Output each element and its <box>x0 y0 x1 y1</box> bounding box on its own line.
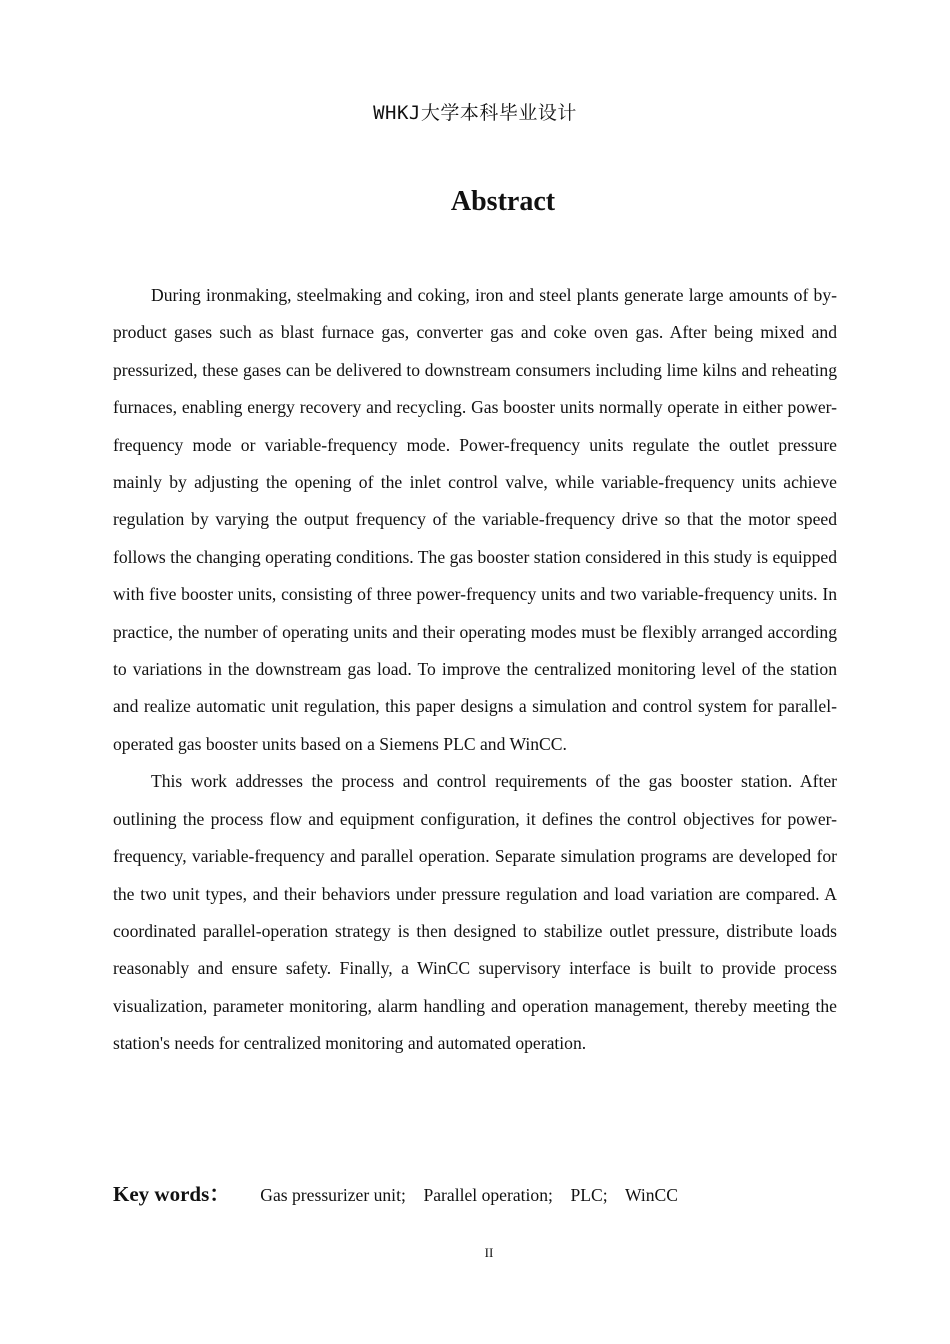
abstract-title: Abstract <box>450 186 556 217</box>
keyword-item: Parallel operation; <box>423 1185 553 1205</box>
keywords-list <box>260 1185 678 1206</box>
keywords-label: Key words： <box>113 1182 231 1206</box>
keyword-item: WinCC <box>624 1185 679 1205</box>
abstract-paragraph-1: During ironmaking, steelmaking and coking, iron and steel plants generate large amounts of by-product gases such as blast furnace gas, converter gas and coke oven gas. After being mixed and pressurized, these gases can be delivered to downstream consumers including lime kilns and reheating furnaces, enabling energy recovery and recycling. Gas booster units normally operate in either power-frequency mode or variable-frequency mode. Power-frequency units regulate the outlet pressure mainly by adjusting the opening of the inlet control valve, while variable-frequency units achieve regulation by varying the output frequency of the variable-frequency drive so that the motor speed follows the changing operating conditions. The gas booster station considered in this study is equipped with five booster units, consisting of three power-frequency units and two variable-frequency units. In practice, the number of operating units and their operating modes must be flexibly arranged according to variations in the downstream gas load. To improve the centralized monitoring level of the station and realize automatic unit regulation, this paper designs a simulation and control system for parallel-operated gas booster units based on a Siemens PLC and WinCC. <box>113 285 837 754</box>
keyword-separator <box>608 1185 625 1205</box>
keyword-separator <box>553 1185 571 1205</box>
abstract-body <box>113 277 837 1063</box>
keyword-item: Gas pressurizer unit; <box>260 1185 406 1205</box>
keyword-separator <box>406 1185 424 1205</box>
abstract-paragraph-2: This work addresses the process and control requirements of the gas booster station. After outlining the process flow and equipment configuration, it defines the control objectives for power-frequency, variable-frequency and parallel operation. Separate simulation programs are developed for the two unit types, and their behaviors under pressure regulation and load variation are compared. A coordinated parallel-operation strategy is then designed to stabilize outlet pressure, distribute loads reasonably and ensure safety. Finally, a WinCC supervisory interface is built to provide process visualization, parameter monitoring, alarm handling and operation management, thereby meeting the station's needs for centralized monitoring and automated operation. <box>113 771 837 1054</box>
keyword-item: PLC; <box>570 1185 608 1205</box>
keywords-section <box>113 1178 837 1208</box>
page-header: WHKJ大学本科毕业设计 <box>373 102 577 124</box>
page-number: II <box>484 1245 494 1260</box>
